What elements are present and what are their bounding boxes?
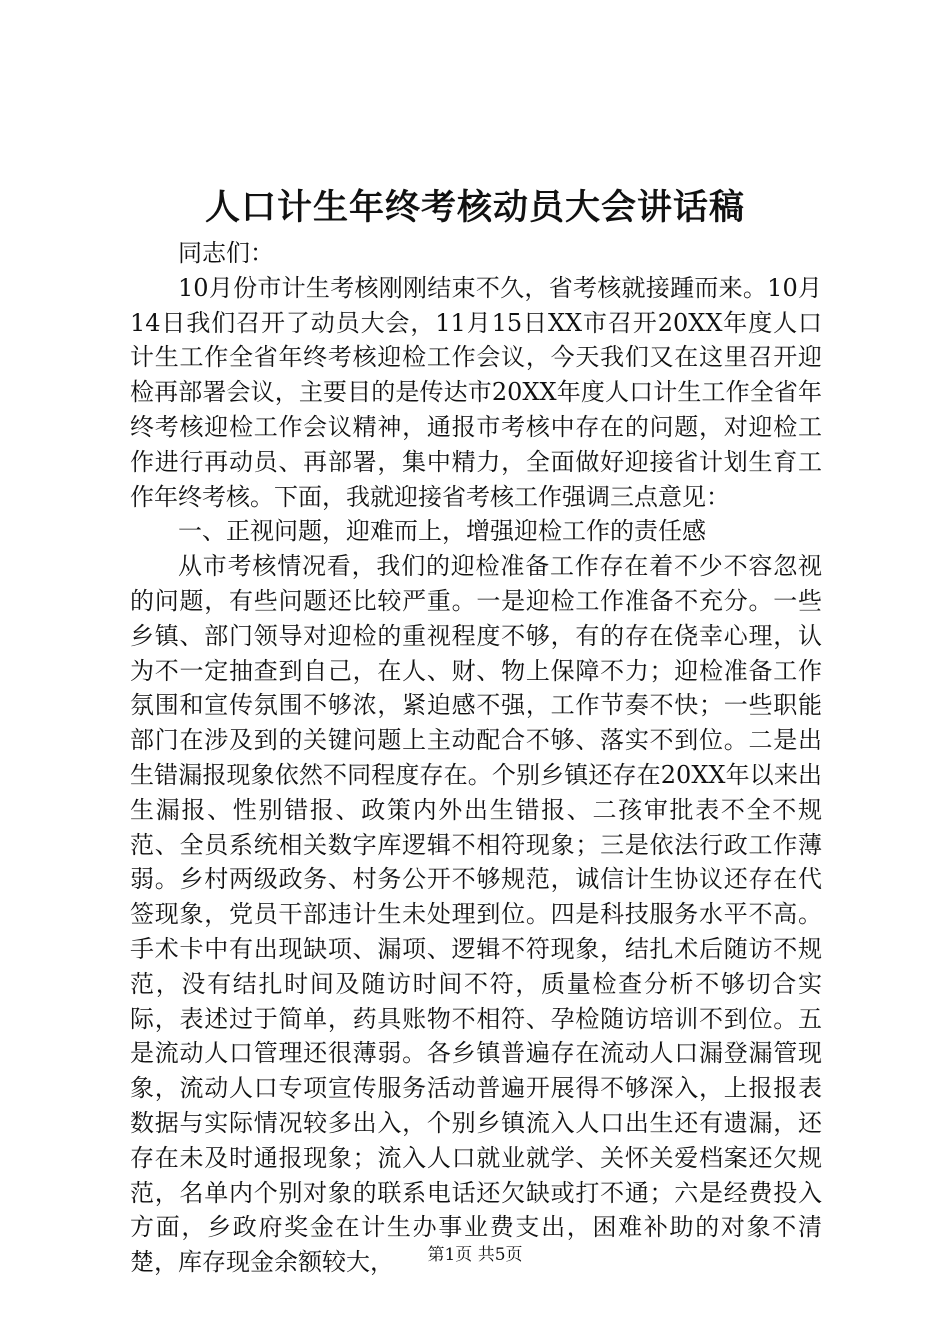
document-title: 人口计生年终考核动员大会讲话稿 [204, 187, 745, 228]
page-footer: 第1页 共5页 [427, 1245, 523, 1265]
paragraph-problems: 从市考核情况看，我们的迎检准备工作存在着不少不容忽视的问题，有些问题还比较严重。一是迎检工作准备不充分。一些乡镇、部门领导对迎检的重视程度不够，有的存在侥幸心理，认为不一定抽查到自己，在人、财、物上保障不力；迎检准备工作氛围和宣传氛围不够浓，紧迫感不强，工作节奏不快；一些职能部门在涉及到的关键问题上主动配合不够、落实不到位。二是出生错漏报现象依然不同程度存在。个别乡镇还存在20XX年以来出生漏报、性别错报、政策内外出生错报、二孩审批表不全不规范、全员系统相关数字库逻辑不相符现象；三是依法行政工作薄弱。乡村两级政务、村务公开不够规范，诚信计生协议还存在代签现象，党员干部违计生未处理到位。四是科技服务水平不高。手术卡中有出现缺项、漏项、逻辑不符现象，结扎术后随访不规范，没有结扎时间及随访时间不符，质量检查分析不够切合实际，表述过于简单，药具账物不相符、孕检随访培训不到位。五是流动人口管理还很薄弱。各乡镇普遍存在流动人口漏登漏管现象，流动人口专项宣传服务活动普遍开展得不够深入，上报报表数据与实际情况较多出入，个别乡镇流入人口出生还有遗漏，还存在未及时通报现象；流入人口就业就学、关怀关爱档案还欠规范，名单内个别对象的联系电话还欠缺或打不通；六是经费投入方面，乡政府奖金在计生办事业费支出，困难补助的对象不清楚，库存现金余额较大， [130, 552, 822, 1277]
section-heading-1: 一、正视问题，迎难而上，增强迎检工作的责任感 [178, 517, 706, 546]
document-body [130, 236, 822, 1280]
paragraph-intro: 10月份市计生考核刚刚结束不久，省考核就接踵而来。10月14日我们召开了动员大会，11月15日XX市召开20XX年度人口计生工作全省年终考核迎检工作会议，今天我们又在这里召开迎检再部署会议，主要目的是传达市20XX年度人口计生工作全省年终考核迎检工作会议精神，通报市考核中存在的问题，对迎检工作进行再动员、再部署，集中精力，全面做好迎接省计划生育工作年终考核。下面，我就迎接省考核工作强调三点意见： [130, 273, 822, 511]
greeting-line: 同志们： [178, 239, 274, 267]
